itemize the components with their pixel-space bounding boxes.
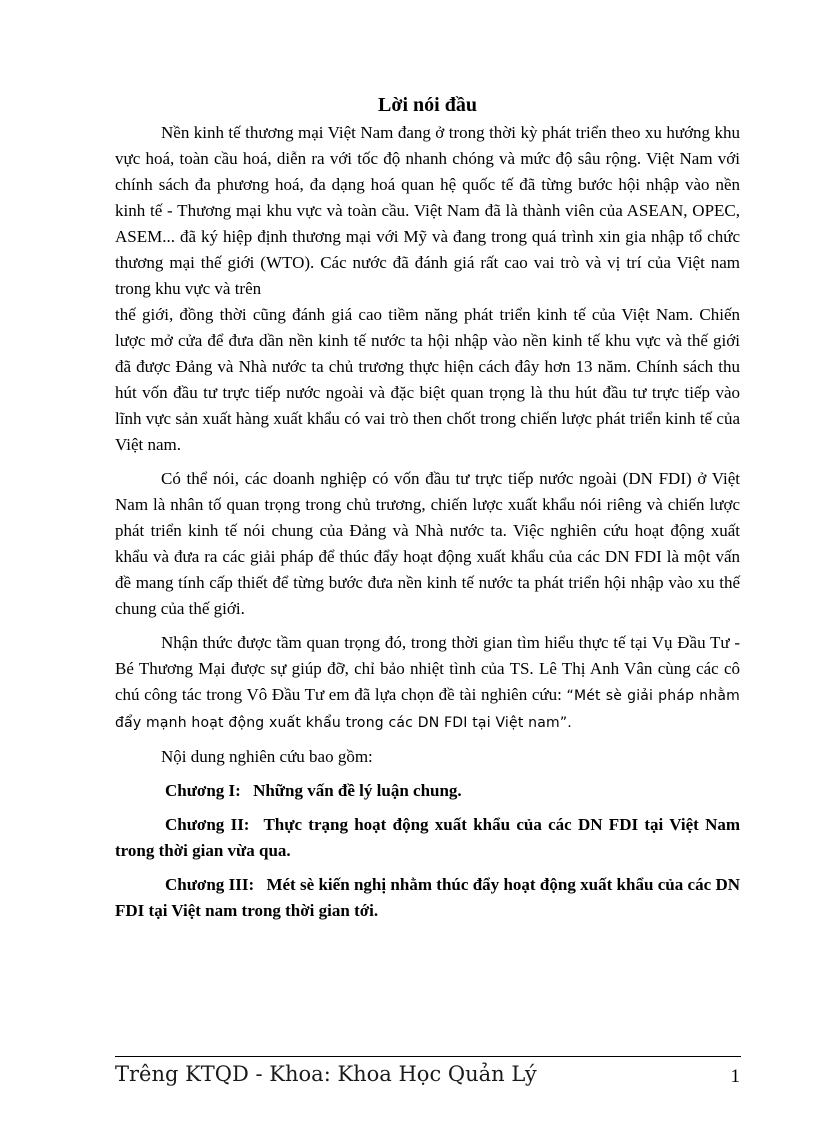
intro-paragraph-part-2: thế giới, đồng thời cũng đánh giá cao tiềm năng phát triển kinh tế của Việt Nam. Chiến lược mở cửa để đưa dần nền kinh tế nước ta hội nhập vào nền kinh tế khu vực và thế giới đã được Đảng và Nhà nước ta chủ trương thực hiện cách đây hơn 13 năm. Chính sách thu hút vốn đầu tư trực tiếp nước ngoài và đặc biệt quan trọng là thu hút đầu tư trực tiếp vào lĩnh vực sản xuất hàng xuất khẩu có vai trò then chốt trong chiến lược phát triển kinh tế của Việt nam. — [115, 305, 740, 454]
research-topic-title: “Mét sè giải pháp nhằm đẩy mạnh hoạt động xuất khẩu trong các DN FDI tại Việt nam”. — [115, 688, 741, 731]
document-title: Lời nói đầu — [378, 94, 477, 116]
chapter-2-title: Thực trạng hoạt động xuất khẩu của các DN FDI tại Việt Nam trong thời gian vừa qua. — [115, 815, 741, 860]
chapter-1-title: Những vấn đề lý luận chung. — [253, 781, 462, 800]
chapter-3-number: Chương III: — [165, 875, 255, 894]
content-intro: Nội dung nghiên cứu bao gồm: — [161, 747, 373, 766]
chapter-1 — [115, 778, 740, 804]
footer-school: Trêng KTQD - Khoa: Khoa Học Quản Lý — [115, 1062, 537, 1086]
intro-paragraph-part-1: Nền kinh tế thương mại Việt Nam đang ở trong thời kỳ phát triển theo xu hướng khu vực hoá, toàn cầu hoá, diễn ra với tốc độ nhanh chóng và mức độ sâu rộng. Việt Nam với chính sách đa phương hoá, đa dạng hoá quan hệ quốc tế đã từng bước hội nhập vào nền kinh tế - Thương mại khu vực và toàn cầu. Việt Nam đã là thành viên của ASEAN, OPEC, ASEM... đã ký hiệp định thương mại với Mỹ và đang trong quá trình xin gia nhập tổ chức thương mại thế giới (WTO). Các nước đã đánh giá rất cao vai trò và vị trí của Việt nam trong khu vực và trên — [115, 123, 740, 298]
chapter-2 — [115, 812, 740, 864]
chapter-2-number: Chương II: — [165, 815, 250, 834]
chapter-3 — [115, 872, 740, 924]
footer-divider — [115, 1056, 741, 1057]
research-topic-paragraph — [115, 630, 740, 736]
chapter-3-title: Mét sè kiến nghị nhằm thúc đẩy hoạt động xuất khẩu của các DN FDI tại Việt nam trong thời gian tới. — [115, 875, 740, 920]
document-body — [115, 92, 740, 924]
chapter-1-number: Chương I: — [165, 781, 241, 800]
research-topic-intro: Nhận thức được tầm quan trọng đó, trong thời gian tìm hiểu thực tế tại Vụ Đầu Tư - Bé Thương Mại được sự giúp đỡ, chỉ bảo nhiệt tình của TS. Lê Thị Anh Vân cùng các cô chú công tác trong Vô Đầu Tư em đã lựa chọn đề tài nghiên cứu: — [115, 633, 740, 704]
page-number: 1 — [730, 1066, 740, 1087]
fdi-importance-paragraph: Có thể nói, các doanh nghiệp có vốn đầu tư trực tiếp nước ngoài (DN FDI) ở Việt Nam là nhân tố quan trọng trong chủ trương, chiến lược xuất khẩu nói riêng và chiến lược phát triển kinh tế nói chung của Đảng và Nhà nước ta. Việc nghiên cứu hoạt động xuất khẩu và đưa ra các giải pháp để thúc đẩy hoạt động xuất khẩu của các DN FDI là một vấn đề mang tính cấp thiết để từng bước đưa nền kinh tế nước ta phát triển hội nhập vào xu thế chung của thế giới. — [115, 469, 740, 618]
